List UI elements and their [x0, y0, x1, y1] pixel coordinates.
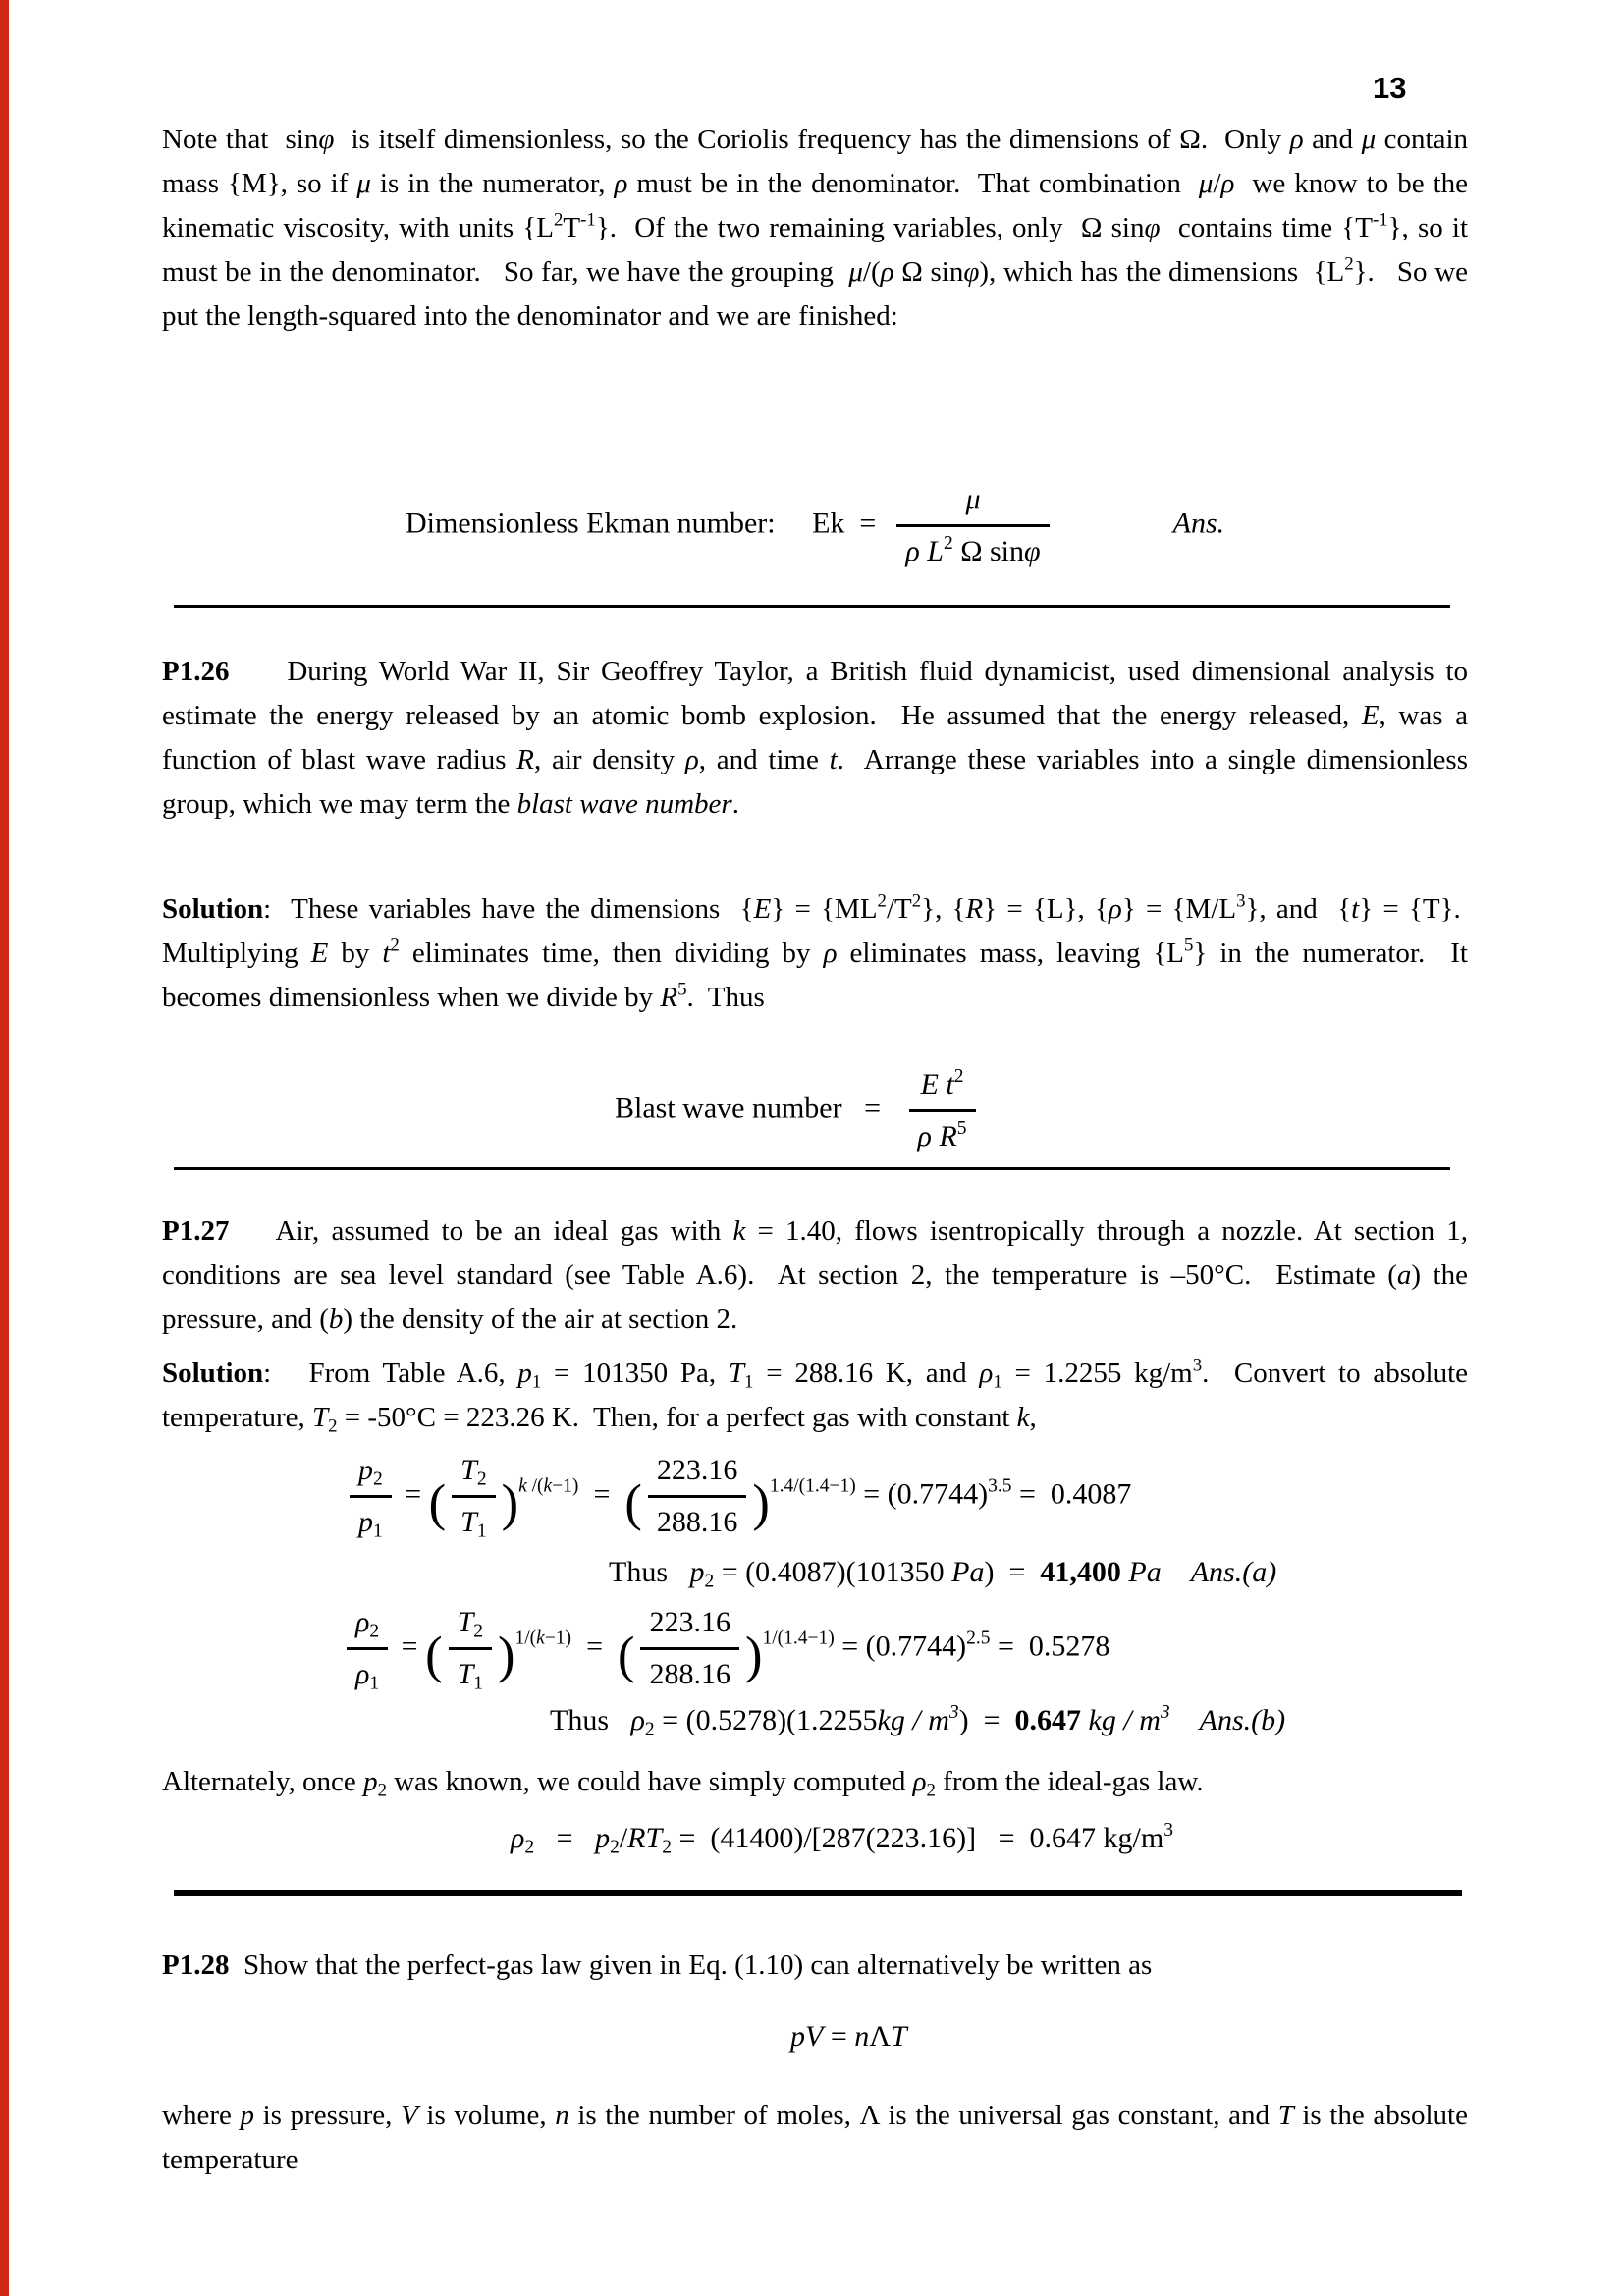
text-segment: T: [311, 1402, 329, 1433]
text-segment: =: [578, 1477, 625, 1511]
text-segment: must be in the denominator. That combination: [627, 168, 1199, 199]
text-segment: 3: [1160, 1701, 1170, 1723]
text-segment: t: [946, 1068, 954, 1100]
text-segment: 3: [1236, 890, 1246, 912]
text-segment: by: [328, 937, 383, 969]
text-segment: 2: [369, 1621, 380, 1642]
text-segment: 2: [704, 1571, 715, 1592]
text-segment: 223.16: [656, 1454, 738, 1486]
fraction-numerator: [896, 477, 1049, 527]
text-segment: 223.16: [649, 1606, 730, 1638]
text-segment: Pa: [951, 1556, 985, 1588]
text-segment: } = {ML: [771, 893, 878, 925]
paragraph-problem-1-28: [162, 1944, 1468, 1989]
fraction-denominator: [452, 1498, 495, 1545]
text-segment: is the number of moles, Λ is the universal gas constant, and: [568, 2100, 1278, 2131]
fraction-numerator: [452, 1448, 495, 1498]
text-segment: = (0.7744): [855, 1477, 989, 1511]
text-segment: 288.16: [649, 1658, 730, 1690]
text-segment: =: [397, 1477, 429, 1511]
text-segment: μ: [848, 256, 863, 288]
text-segment: T: [460, 1506, 477, 1538]
text-segment: 2: [877, 890, 887, 912]
text-segment: Show that the perfect-gas law given in Eq. (1.10) can alternatively be written as: [229, 1949, 1153, 1981]
text-segment: = 1.40, flows isentropically through a nozzle. At section 1, conditions are sea level standard (see Table A.6). At section 2, the temperature is –50°C. Estimate (: [162, 1215, 1469, 1291]
text-segment: 5: [677, 979, 687, 1000]
text-segment: is itself dimensionless, so the Coriolis frequency has the dimensions of: [334, 124, 1180, 155]
text-segment: }, and {: [1245, 893, 1352, 925]
text-segment: ρ: [979, 1358, 994, 1389]
text-segment: 1: [476, 1521, 487, 1542]
text-segment: } = {T}. Multiplying: [162, 893, 1468, 969]
text-segment: 3.5: [988, 1475, 1012, 1497]
text-segment: =: [394, 1629, 426, 1663]
text-segment: E: [753, 893, 772, 925]
text-segment: sin: [1102, 212, 1145, 243]
text-segment: = 101350 Pa,: [541, 1358, 729, 1389]
text-segment: kg / m: [1088, 1704, 1161, 1736]
text-segment: -1: [580, 209, 596, 231]
equation-density-answer: [162, 1699, 1468, 1742]
text-segment: Ω: [901, 256, 923, 288]
text-segment: -1: [1372, 209, 1388, 231]
fraction-denominator: [449, 1650, 492, 1697]
equation-perfect-gas-moles: [162, 2015, 1468, 2058]
text-segment: p: [689, 1556, 705, 1588]
text-segment: ρ: [1289, 124, 1304, 155]
text-segment: = 288.16 K, and: [753, 1358, 980, 1389]
text-segment: R: [660, 982, 678, 1013]
text-segment: 5: [956, 1117, 967, 1139]
text-segment: 2: [953, 1065, 964, 1087]
text-segment: ρ: [1220, 168, 1235, 199]
text-segment: E: [1361, 700, 1380, 731]
text-segment: is pressure,: [253, 2100, 402, 2131]
text-segment: , air density: [534, 744, 685, 775]
text-segment: −1): [552, 1475, 579, 1497]
paragraph-solution-1-26: [162, 887, 1468, 1062]
fraction-denominator: [909, 1112, 976, 1159]
fraction: [449, 1600, 492, 1697]
text-segment: (: [624, 1474, 642, 1532]
text-segment: t: [829, 744, 838, 775]
text-segment: ρ: [630, 1704, 645, 1736]
text-segment: T: [460, 1454, 477, 1486]
section-divider-2: [174, 1167, 1450, 1170]
fraction: [648, 1448, 747, 1545]
text-segment: P1.26: [162, 656, 230, 687]
text-segment: V: [401, 2100, 418, 2131]
fraction: [347, 1600, 388, 1697]
text-segment: Note that sin: [162, 124, 319, 155]
text-segment: . Thus: [686, 982, 765, 1013]
text-segment: is the absolute temperature: [162, 2100, 1468, 2175]
text-segment: = (41400)/[287(223.16)] = 0.647 kg/m: [671, 1822, 1164, 1854]
text-segment: Ans.: [1172, 507, 1225, 540]
text-segment: μ: [1198, 168, 1214, 199]
text-segment: Dimensionless Ekman number: Ek =: [406, 507, 892, 540]
text-segment: ρ: [1108, 893, 1122, 925]
paragraph-problem-1-26: [162, 650, 1468, 868]
text-segment: = 0.4087: [1011, 1477, 1132, 1511]
text-segment: 41,400: [1040, 1556, 1121, 1588]
text-segment: and: [1303, 124, 1362, 155]
text-segment: 2: [662, 1837, 672, 1858]
text-segment: } = {L}, {: [983, 893, 1109, 925]
text-segment: [1170, 1704, 1200, 1736]
text-segment: we know to be the kinematic viscosity, with units {L: [162, 168, 1469, 243]
text-segment: 2: [911, 890, 922, 912]
text-segment: Alternately, once: [162, 1766, 364, 1797]
text-segment: eliminates mass, leaving {L: [837, 937, 1184, 969]
text-segment: ρ: [880, 256, 894, 288]
text-segment: p: [363, 1766, 378, 1797]
text-segment: T: [457, 1606, 474, 1638]
equation-pressure-answer: [162, 1551, 1468, 1594]
text-segment: /: [619, 1822, 628, 1854]
text-segment: = 1.2255 kg/m: [1001, 1358, 1193, 1389]
fraction-denominator: [640, 1650, 739, 1697]
text-segment: L: [927, 535, 944, 567]
text-segment: , and time: [698, 744, 830, 775]
text-segment: 1.4/(1.4−1): [769, 1475, 856, 1497]
text-segment: /: [1213, 168, 1221, 199]
fraction-numerator: [909, 1062, 976, 1112]
fraction-denominator: [350, 1498, 392, 1545]
text-segment: RT: [627, 1822, 663, 1854]
text-segment: /(: [862, 256, 881, 288]
text-segment: Ans.(b): [1199, 1704, 1286, 1736]
text-segment: p: [358, 1506, 373, 1538]
fraction-numerator: [449, 1600, 492, 1650]
text-segment: ): [752, 1474, 770, 1532]
text-segment: ) =: [958, 1704, 1015, 1736]
text-segment: : These variables have the dimensions {: [263, 893, 754, 925]
text-segment: = (0.5278)(1.2255: [654, 1704, 878, 1736]
text-segment: }. So we put the length-squared into the denominator and we are finished:: [162, 256, 1469, 332]
text-segment: ): [498, 1627, 515, 1684]
text-segment: =: [534, 1822, 596, 1854]
text-segment: Thus: [550, 1704, 631, 1736]
text-segment: (: [617, 1627, 635, 1684]
text-segment: eliminates time, then dividing by: [399, 937, 824, 969]
text-segment: 3: [1192, 1355, 1203, 1376]
text-segment: φ: [1144, 212, 1161, 243]
text-segment: 2.5: [966, 1628, 991, 1649]
text-segment: 1: [473, 1673, 483, 1694]
paragraph-variable-definitions: [162, 2094, 1468, 2182]
text-segment: } = {M/L: [1121, 893, 1237, 925]
text-segment: from the ideal-gas law.: [935, 1766, 1204, 1797]
text-segment: ) the density of the air at section 2.: [343, 1304, 738, 1335]
text-segment: ) =: [984, 1556, 1041, 1588]
text-segment: 1: [373, 1521, 383, 1542]
text-segment: During World War II, Sir Geoffrey Taylor, a British fluid dynamicist, used dimensional analysis to estimate the energy released by an atomic bomb explosion. He assumed that the energy released,: [162, 656, 1468, 731]
text-segment: ), which has the dimensions {L: [979, 256, 1345, 288]
text-segment: } in the numerator. It becomes dimensionless when we divide by: [162, 937, 1468, 1013]
paragraph-problem-1-27: [162, 1209, 1468, 1342]
text-segment: μ: [356, 168, 371, 199]
text-segment: φ: [963, 256, 980, 288]
text-segment: [1055, 507, 1173, 539]
text-segment: ρ: [912, 1766, 927, 1797]
text-segment: /T: [886, 893, 912, 925]
text-segment: 0.647: [1014, 1704, 1082, 1736]
text-segment: R: [965, 893, 984, 925]
left-edge-stripe: [0, 0, 9, 2296]
text-segment: Solution: [162, 1358, 264, 1389]
text-segment: 1: [744, 1371, 754, 1393]
text-segment: 2: [524, 1837, 535, 1858]
text-segment: =: [571, 1629, 618, 1663]
text-segment: E: [310, 937, 329, 969]
section-divider-1: [174, 605, 1450, 608]
text-segment: Ω: [1080, 212, 1103, 243]
text-segment: ρ: [614, 168, 628, 199]
text-segment: , was a function of blast wave radius: [162, 700, 1468, 775]
text-segment: Blast wave number =: [615, 1092, 903, 1125]
equation-pressure-ratio: [162, 1448, 1468, 1545]
fraction: [896, 477, 1049, 574]
text-segment: 2: [373, 1468, 383, 1490]
text-segment: ,: [1029, 1402, 1037, 1433]
page-number: 13: [1373, 71, 1407, 105]
text-segment: n: [555, 2100, 569, 2131]
text-segment: 2: [377, 1780, 387, 1801]
text-segment: . Convert to absolute temperature,: [162, 1358, 1468, 1433]
paragraph-solution-1-27: [162, 1352, 1468, 1442]
text-segment: =: [823, 2020, 855, 2053]
text-segment: contains time {T: [1160, 212, 1373, 243]
page-content: [162, 0, 1468, 2182]
text-segment: 5: [1184, 934, 1194, 956]
text-segment: ρ: [355, 1606, 370, 1638]
text-segment: was known, we could have simply computed: [386, 1766, 913, 1797]
text-segment: ρ: [823, 937, 838, 969]
equation-blast-wave-number: [162, 1062, 1468, 1159]
text-segment: T: [563, 212, 581, 243]
text-segment: p: [517, 1358, 532, 1389]
text-segment: ρ: [905, 535, 920, 567]
text-segment: 2: [473, 1621, 483, 1642]
text-segment: 2: [328, 1415, 338, 1437]
text-segment: 2: [943, 532, 953, 554]
text-segment: ): [744, 1627, 763, 1684]
fraction: [350, 1448, 392, 1545]
text-segment: 2: [476, 1468, 487, 1490]
text-segment: Solution: [162, 893, 264, 925]
text-segment: 2: [644, 1719, 655, 1740]
text-segment: 1: [993, 1371, 1002, 1393]
text-segment: }, {: [921, 893, 966, 925]
fraction: [640, 1600, 739, 1697]
fraction-denominator: [347, 1650, 388, 1697]
text-segment: t: [382, 937, 391, 969]
text-segment: = (0.4087)(101350: [714, 1556, 952, 1588]
fraction-numerator: [350, 1448, 392, 1498]
text-segment: p: [790, 2020, 805, 2053]
text-segment: 2: [610, 1837, 620, 1858]
text-segment: ρ: [917, 1120, 932, 1152]
text-segment: 2: [1344, 253, 1354, 275]
text-segment: 1: [369, 1673, 380, 1694]
text-segment: n: [854, 2020, 870, 2053]
text-segment: k: [518, 1475, 527, 1497]
text-segment: where: [162, 2100, 241, 2131]
text-segment: φ: [1024, 535, 1041, 567]
text-segment: T: [728, 1358, 745, 1389]
fraction: [452, 1448, 495, 1545]
text-segment: . Only: [1200, 124, 1290, 155]
text-segment: Ω: [1179, 124, 1201, 155]
text-segment: p: [595, 1822, 611, 1854]
text-segment: 1/(: [514, 1628, 537, 1649]
text-segment: (: [428, 1474, 447, 1532]
text-segment: Thus: [609, 1556, 690, 1588]
text-segment: E: [920, 1068, 939, 1100]
text-segment: kg / m: [877, 1704, 949, 1736]
text-segment: = (0.7744): [834, 1629, 967, 1663]
text-segment: [1081, 1704, 1089, 1736]
section-divider-3: [174, 1890, 1462, 1896]
text-segment: 1: [531, 1371, 542, 1393]
text-segment: b: [328, 1304, 344, 1335]
text-segment: 2: [926, 1780, 936, 1801]
text-segment: Ω sin: [952, 535, 1025, 567]
text-segment: 2: [554, 209, 564, 231]
text-segment: Pa: [1128, 1556, 1162, 1588]
text-segment: Air, assumed to be an ideal gas with: [229, 1215, 733, 1247]
text-segment: [1162, 1556, 1191, 1588]
equation-density-ratio: [162, 1600, 1468, 1697]
text-segment: R: [939, 1120, 957, 1152]
text-segment: }, so it must be in the denominator. So far, we have the grouping: [162, 212, 1469, 288]
text-segment: (: [425, 1627, 443, 1684]
text-segment: ρ: [511, 1822, 525, 1854]
text-segment: T: [457, 1658, 474, 1690]
text-segment: P1.27: [162, 1215, 230, 1247]
text-segment: = 0.5278: [990, 1629, 1110, 1663]
text-segment: ρ: [355, 1658, 370, 1690]
text-segment: P1.28: [162, 1949, 230, 1981]
text-segment: is volume,: [417, 2100, 556, 2131]
text-segment: is in the numerator,: [370, 168, 615, 199]
fraction: [909, 1062, 976, 1159]
text-segment: 288.16: [656, 1506, 738, 1538]
text-segment: μ: [1361, 124, 1377, 155]
fraction-numerator: [640, 1600, 739, 1650]
text-segment: }. Of the two remaining variables, only: [595, 212, 1081, 243]
text-segment: blast wave number: [516, 788, 732, 820]
text-segment: k: [536, 1628, 545, 1649]
text-segment: T: [891, 2020, 907, 2053]
text-segment: sin: [922, 256, 964, 288]
text-segment: R: [516, 744, 534, 775]
equation-ekman-number: [162, 461, 1468, 588]
text-segment: Ans.(a): [1190, 1556, 1277, 1588]
text-segment: .: [731, 788, 739, 820]
text-segment: k: [732, 1215, 746, 1247]
text-segment: p: [358, 1454, 373, 1486]
text-segment: = -50°C = 223.26 K. Then, for a perfect gas with constant: [337, 1402, 1017, 1433]
text-segment: : From Table A.6,: [263, 1358, 518, 1389]
text-segment: contain mass {M}, so if: [162, 124, 1469, 199]
fraction-numerator: [648, 1448, 747, 1498]
text-segment: ): [501, 1474, 519, 1532]
text-segment: −1): [544, 1628, 572, 1649]
text-segment: 3: [1163, 1819, 1173, 1841]
paragraph-ekman-discussion: [162, 118, 1468, 432]
text-segment: V: [805, 2020, 824, 2053]
text-segment: 3: [948, 1701, 959, 1723]
text-segment: a: [1396, 1259, 1412, 1291]
text-segment: Λ: [869, 2020, 892, 2053]
text-segment: /(: [526, 1475, 544, 1497]
fraction-denominator: [648, 1498, 747, 1545]
text-segment: ) the pressure, and (: [162, 1259, 1468, 1335]
text-segment: T: [1277, 2100, 1294, 2131]
equation-ideal-gas-law: [162, 1817, 1468, 1860]
fraction-numerator: [347, 1600, 388, 1650]
text-segment: t: [1351, 893, 1360, 925]
text-segment: 1/(1.4−1): [762, 1628, 835, 1649]
text-segment: k: [1016, 1402, 1030, 1433]
text-segment: p: [240, 2100, 254, 2131]
text-segment: φ: [318, 124, 335, 155]
fraction-denominator: [896, 527, 1049, 574]
paragraph-alternate-method: [162, 1760, 1468, 1805]
text-segment: 2: [390, 934, 400, 956]
text-segment: . Arrange these variables into a single dimensionless group, which we may term the: [162, 744, 1468, 820]
text-segment: k: [543, 1475, 553, 1497]
text-segment: ρ: [684, 744, 699, 775]
text-segment: μ: [965, 483, 981, 515]
